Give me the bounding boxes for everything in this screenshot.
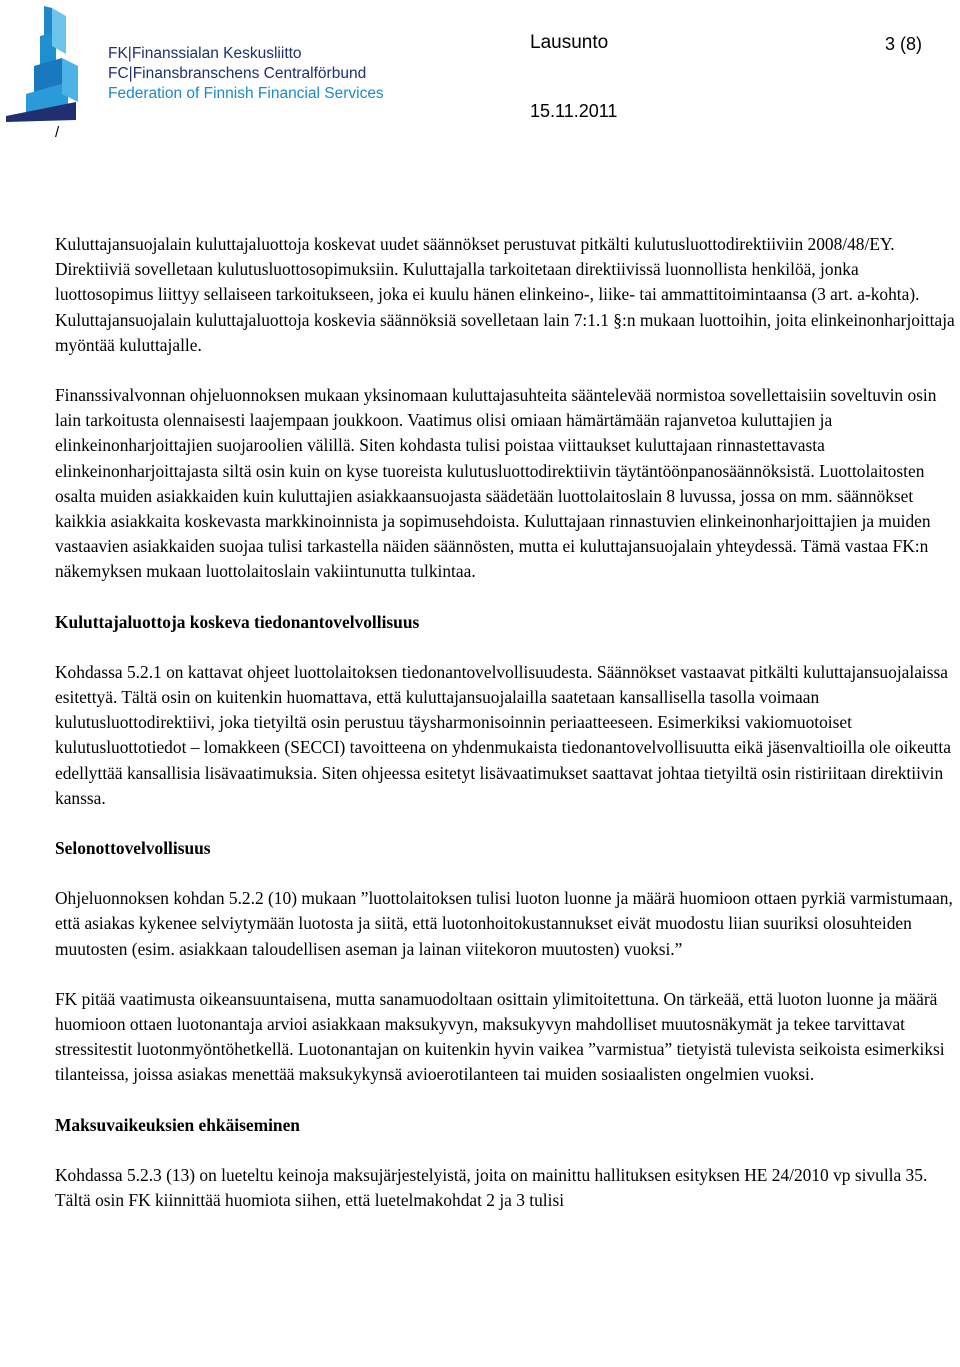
page-number: 3 (8)	[885, 34, 923, 54]
paragraph-payment-arrangements: Kohdassa 5.2.3 (13) on lueteltu keinoja maksujärjestelyistä, joita on mainittu hallituksen esityksen HE 24/2010 vp sivulla 35. Tältä osin FK kiinnittää huomiota siihen, että luetelmakohdat 2 ja 3 tulisi	[55, 1164, 928, 1211]
paragraph-scope-critique: Finanssivalvonnan ohjeluonnoksen mukaan yksinomaan kuluttajasuhteita sääntelevää normistoa sovellettaisiin soveltuvin osin lain tarkoitusta olennaisesti laajempaan joukkoon. Vaatimus olisi omiaan hämärtämään rajanvetoa kuluttajien ja elinkeinonharjoittajien suojaroolien välillä. Siten kohdasta tulisi poistaa viittaukset kuluttajaan rinnastettavasta elinkeinonharjoittajasta siltä osin kuin on kyse tuoreista kulutusluottodirektiivin täytäntöönpanosäännöksistä. Luottolaitosten osalta muiden asiakkaiden kuin kuluttajien asiakkaansuojasta säädetään luottolaitoslain 8 luvussa, jossa on mm. säännökset kaikkia asiakkaita koskevasta markkinoinnista ja sopimusehdoista. Kuluttajaan rinnastuvien elinkeinonharjoittajien ja muiden vastaavien asiakkaiden suojaa tulisi tarkastella näiden säännösten, mutta ei kuluttajansuojalain yhteydessä. Tämä vastaa FK:n näkemyksen mukaan luottolaitoslain vakiintunutta tulkintaa.	[55, 385, 937, 582]
paragraph-consumer-definition: Kuluttajansuojalain kuluttajaluottoja koskevat uudet säännökset perustuvat pitkälti kulutusluottodirektiiviin 2008/48/EY. Direktiiviä sovelletaan kulutusluottosopimuksiin. Kuluttajalla tarkoitetaan direktiivissä luonnollista henkilöä, jonka luottosopimus liittyy sellaiseen tarkoitukseen, joka ei kuulu hänen elinkeino-, liike- tai ammattitoimintaansa (3 art. a-kohta). Kuluttajansuojalain kuluttajaluottoja koskevia säännöksiä sovelletaan lain 7:1.1 §:n mukaan luottoihin, joita elinkeinonharjoittaja myöntää kuluttajalle.	[55, 234, 955, 355]
document-date: 15.11.2011	[530, 101, 618, 121]
org-name-sv: FC|Finansbranschens Centralförbund	[108, 65, 367, 82]
organization-name	[108, 44, 384, 104]
paragraph-fk-opinion: FK pitää vaatimusta oikeansuuntaisena, mutta sanamuodoltaan osittain ylimitoitettuna. On tärkeää, että luoton luonne ja määrä huomioon ottaen luotonantaja arvioi asiakkaan maksukyvyn, maksukyvyn mahdolliset muutosnäkymät ja tekee tarvittavat stressitestit luotonmyöntöhetkellä. Luotonantajan on kuitenkin hyvin vaikea ”varmistua” tietyistä tulevista seikoista esimerkiksi tilanteissa, joissa asiakas menettää maksukykynsä avioerotilanteen tai muiden sosiaalisten ongelmien vuoksi.	[55, 988, 945, 1085]
document-body	[55, 232, 960, 1238]
paragraph-disclosure: Kohdassa 5.2.1 on kattavat ohjeet luottolaitoksen tiedonantovelvollisuudesta. Säännökset vastaavat pitkälti kuluttajansuojalaissa esitettyä. Tältä osin on kuitenkin huomattava, että kuluttajansuojalailla saatetaan kansallisella tasolla voimaan kulutusluottodirektiivi, joka tietyiltä osin perustuu täysharmonisoinnin periaatteeseen. Esimerkiksi vakiomuotoiset kulutusluottotiedot – lomakkeen (SECCI) tavoitteena on yhdenmukaista tiedonantovelvollisuutta eikä jäsenvaltioilla ole oikeutta edellyttää kansallisia lisävaatimuksia. Siten ohjeessa esitetyt lisävaatimukset saattavat johtaa tietyiltä osin ristiriitaan direktiivin kanssa.	[55, 661, 951, 808]
paragraph-guideline-quote: Ohjeluonnoksen kohdan 5.2.2 (10) mukaan ”luottolaitoksen tulisi luoton luonne ja määrä huomioon ottaen pyrkiä varmistumaan, että asiakas kykenee selviytymään luotosta ja siitä, että luotonhoitokustannukset eivät muodostu liian suuriksi olosuhteiden muutosten (esim. asiakkaan taloudellisen aseman ja lainan viitekoron muutosten) vuoksi.”	[55, 888, 953, 959]
heading-payment-difficulties: Maksuvaikeuksien ehkäiseminen	[55, 1114, 300, 1135]
document-reference: /	[55, 124, 60, 141]
org-name-fi: FK|Finanssialan Keskusliitto	[108, 45, 302, 62]
heading-disclosure-obligation: Kuluttajaluottoja koskeva tiedonantovelvollisuus	[55, 611, 420, 632]
org-name-en: Federation of Finnish Financial Services	[108, 85, 384, 102]
fk-logo	[6, 6, 98, 122]
document-type: Lausunto	[530, 32, 609, 53]
fk-logo-mark	[6, 6, 98, 122]
heading-creditworthiness: Selonottovelvollisuus	[55, 838, 211, 859]
